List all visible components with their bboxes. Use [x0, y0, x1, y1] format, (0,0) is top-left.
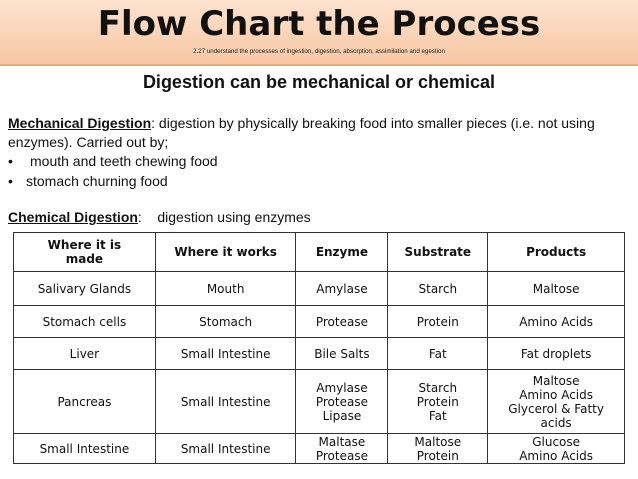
- header-enzyme: Enzyme: [296, 233, 388, 272]
- cell-text: Maltose: [414, 434, 462, 449]
- cell-where-made: [14, 338, 156, 370]
- table-row: [14, 306, 625, 338]
- cell-where-works: [155, 338, 296, 370]
- cell-text: Protein: [416, 314, 459, 329]
- cell-text: Lipase: [322, 408, 362, 423]
- bullet-item: [8, 172, 168, 191]
- cell-text: Stomach cells: [42, 314, 127, 329]
- table-row: [14, 272, 625, 306]
- cell-products: [488, 434, 625, 464]
- cell-text: Mouth: [206, 281, 245, 296]
- mechanical-digestion-paragraph: [8, 114, 633, 152]
- cell-products: [488, 272, 625, 306]
- cell-text: Protease: [315, 394, 368, 409]
- header-where-made: Where it is made: [14, 233, 156, 272]
- cell-substrate: [388, 434, 488, 464]
- chemical-digestion-definition: : digestion using enzymes: [137, 209, 311, 225]
- chemical-digestion-term: Chemical Digestion: [8, 209, 138, 225]
- cell-text: Fat: [428, 346, 447, 361]
- table-row: [14, 338, 625, 370]
- bullet-text: mouth and teeth chewing food: [30, 153, 218, 169]
- enzyme-table: [13, 232, 625, 464]
- cell-text: Fat droplets: [520, 346, 592, 361]
- cell-substrate: [388, 338, 488, 370]
- cell-enzyme: [296, 338, 388, 370]
- cell-text: Protein: [416, 448, 459, 463]
- cell-where-made: [14, 306, 156, 338]
- mechanical-digestion-definition: : digestion by physically breaking food into smaller pieces (i.e. not using enzymes). Carried out by;: [8, 115, 595, 150]
- table-header-row: [14, 233, 625, 272]
- cell-text: Amino Acids: [519, 314, 594, 329]
- cell-text: Amylase: [316, 281, 368, 296]
- cell-text: Liver: [69, 346, 100, 361]
- cell-where-works: [155, 434, 296, 464]
- table-row: [14, 434, 625, 464]
- cell-where-made: [14, 272, 156, 306]
- cell-products: [488, 338, 625, 370]
- bullet-dot: •: [8, 153, 13, 169]
- cell-text: Protease: [315, 314, 368, 329]
- section-heading: Digestion can be mechanical or chemical: [142, 72, 496, 92]
- cell-text: Fat: [428, 408, 447, 423]
- cell-text: Small Intestine: [39, 441, 130, 456]
- cell-substrate: [388, 306, 488, 338]
- cell-where-works: [155, 306, 296, 338]
- cell-enzyme: [296, 272, 388, 306]
- header-products: Products: [488, 233, 625, 272]
- mechanical-digestion-term: Mechanical Digestion: [8, 115, 152, 131]
- bullet-text: stomach churning food: [26, 173, 168, 189]
- cell-text: Amino Acids: [519, 387, 594, 402]
- cell-enzyme: [296, 434, 388, 464]
- cell-products: [488, 306, 625, 338]
- cell-enzyme: [296, 370, 388, 434]
- cell-where-made: [14, 434, 156, 464]
- cell-enzyme: [296, 306, 388, 338]
- table-row: [14, 370, 625, 434]
- cell-text: Maltase: [318, 434, 366, 449]
- cell-text: Stomach: [199, 314, 253, 329]
- header-substrate: Substrate: [388, 233, 488, 272]
- cell-text: Glucose: [532, 434, 581, 449]
- title-banner: [0, 0, 638, 66]
- cell-where-made: [14, 370, 156, 434]
- cell-text: Pancreas: [57, 394, 112, 409]
- cell-text: Small Intestine: [180, 346, 271, 361]
- page-subtitle: 2.27 understand the processes of ingestion, digestion, absorption, assimilation and egestion: [193, 48, 445, 55]
- cell-text: Maltose: [532, 373, 580, 388]
- cell-where-works: [155, 272, 296, 306]
- cell-where-works: [155, 370, 296, 434]
- cell-text: Protein: [416, 394, 459, 409]
- bullet-dot: •: [8, 173, 13, 189]
- cell-text: Amino Acids: [519, 448, 594, 463]
- cell-products: [488, 370, 625, 434]
- cell-substrate: [388, 370, 488, 434]
- cell-text: Maltose: [532, 281, 580, 296]
- cell-text: Amylase: [316, 380, 368, 395]
- cell-text: Protease: [315, 448, 368, 463]
- chemical-digestion-paragraph: [8, 208, 633, 227]
- header-where-works: Where it works: [155, 233, 296, 272]
- bullet-item: [8, 152, 218, 171]
- cell-text: Salivary Glands: [37, 281, 132, 296]
- cell-text: Small Intestine: [180, 394, 271, 409]
- cell-text: Starch: [418, 380, 458, 395]
- cell-substrate: [388, 272, 488, 306]
- cell-text: Bile Salts: [314, 346, 370, 361]
- cell-text: Glycerol & Fatty: [508, 401, 604, 416]
- cell-text: acids: [540, 415, 572, 430]
- page-title: Flow Chart the Process: [97, 4, 541, 44]
- cell-text: Starch: [418, 281, 458, 296]
- cell-text: Small Intestine: [180, 441, 271, 456]
